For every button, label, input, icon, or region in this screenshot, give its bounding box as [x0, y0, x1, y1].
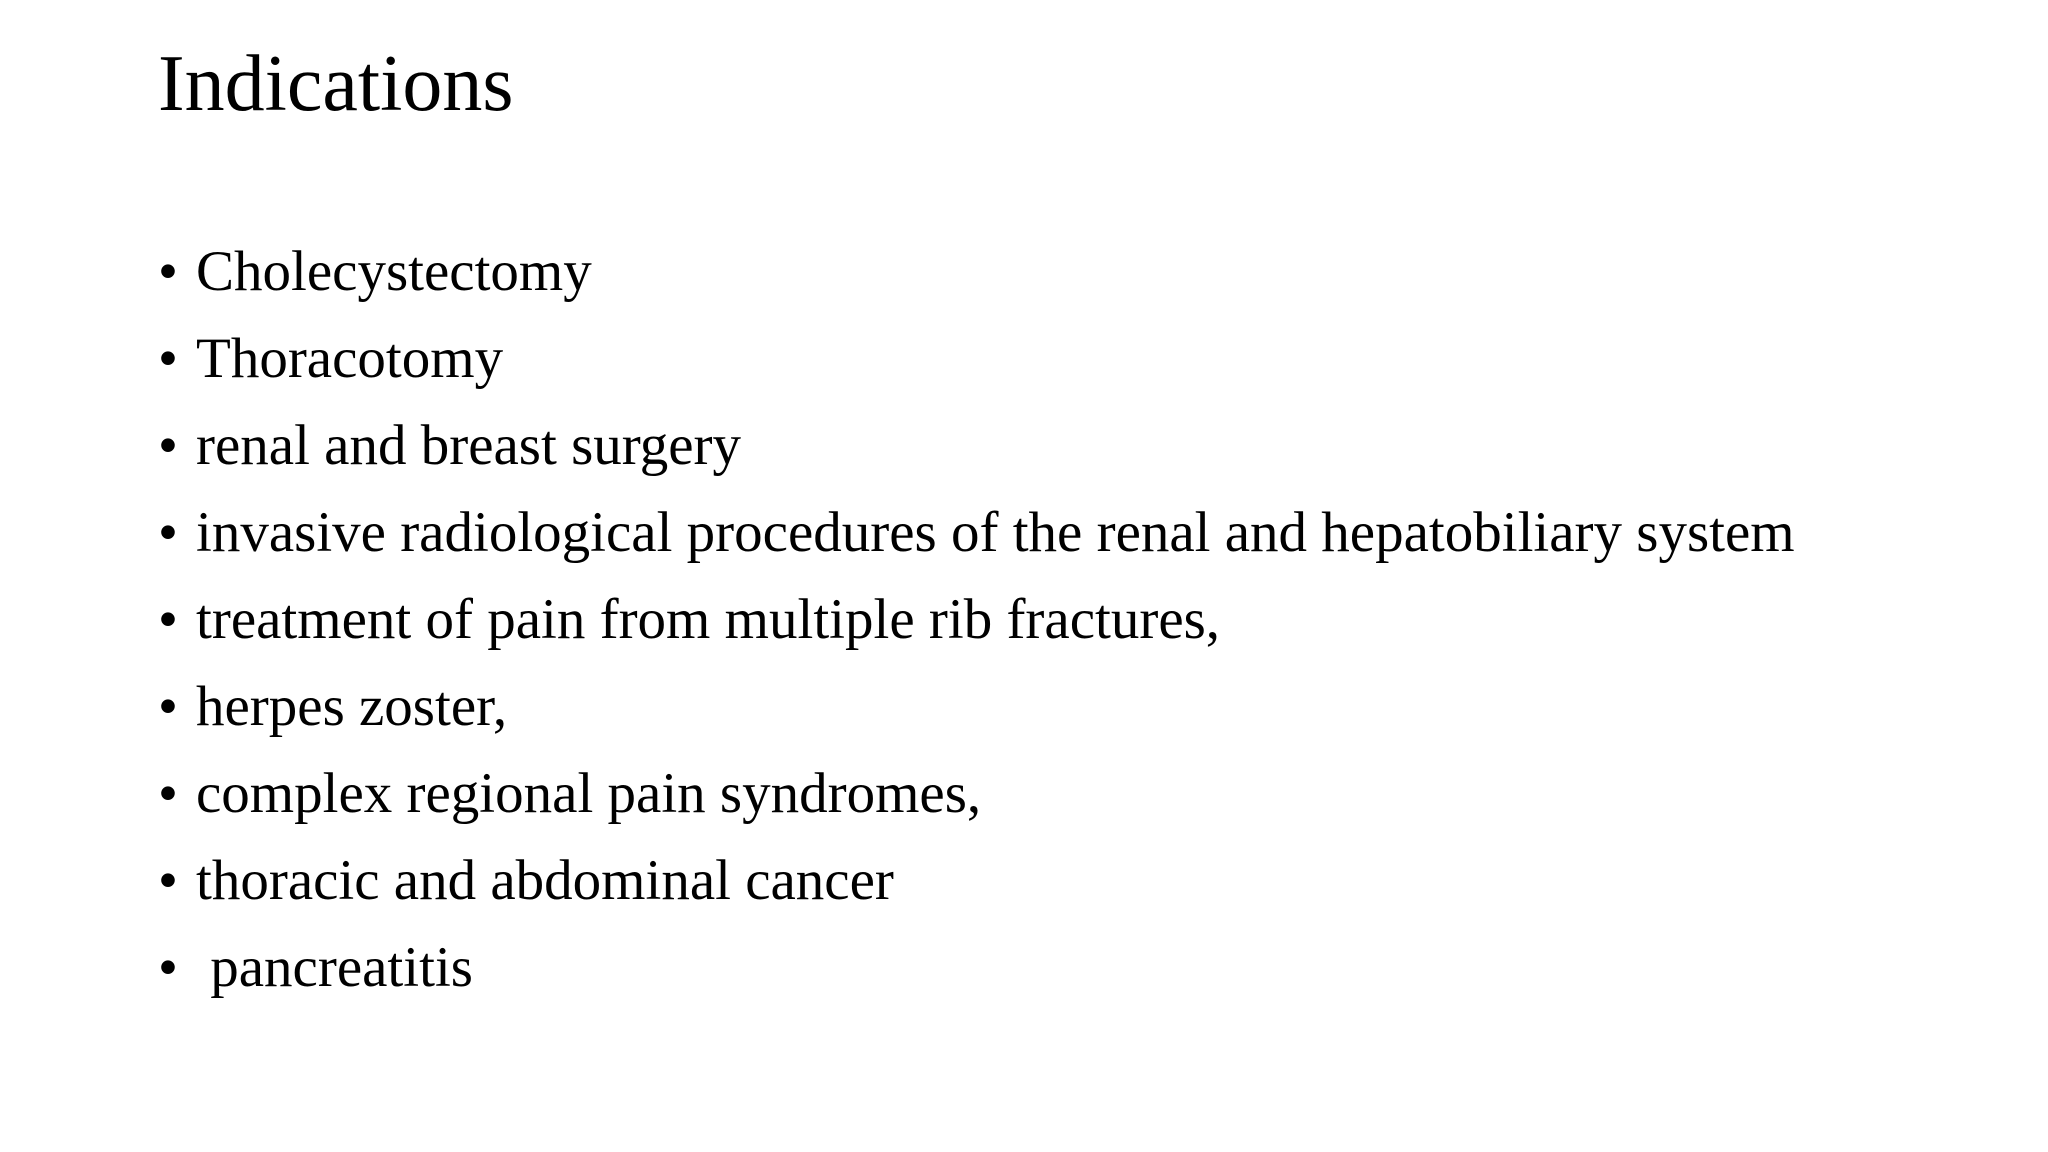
slide-title: Indications — [158, 40, 514, 128]
bullet-icon: • — [158, 936, 178, 999]
list-item-text: pancreatitis — [196, 936, 473, 999]
list-item-text: Thoracotomy — [196, 327, 504, 390]
list-item — [158, 228, 1795, 315]
list-item — [158, 489, 1795, 576]
list-item-text: Cholecystectomy — [196, 240, 592, 303]
list-item — [158, 576, 1795, 663]
list-item — [158, 924, 1795, 1011]
bullet-icon: • — [158, 675, 178, 738]
indications-list — [158, 228, 1795, 1011]
bullet-icon: • — [158, 414, 178, 477]
bullet-icon: • — [158, 762, 178, 825]
list-item — [158, 750, 1795, 837]
bullet-icon: • — [158, 849, 178, 912]
list-item-text: thoracic and abdominal cancer — [196, 849, 894, 912]
list-item-text: complex regional pain syndromes, — [196, 762, 982, 825]
bullet-icon: • — [158, 588, 178, 651]
list-item — [158, 402, 1795, 489]
list-item-text: invasive radiological procedures of the renal and hepatobiliary system — [196, 501, 1795, 564]
list-item — [158, 315, 1795, 402]
bullet-icon: • — [158, 240, 178, 303]
bullet-icon: • — [158, 327, 178, 390]
bullet-icon: • — [158, 501, 178, 564]
list-item-text: renal and breast surgery — [196, 414, 741, 477]
list-item — [158, 663, 1795, 750]
list-item-text: herpes zoster, — [196, 675, 508, 738]
list-item — [158, 837, 1795, 924]
list-item-text: treatment of pain from multiple rib fractures, — [196, 588, 1221, 651]
